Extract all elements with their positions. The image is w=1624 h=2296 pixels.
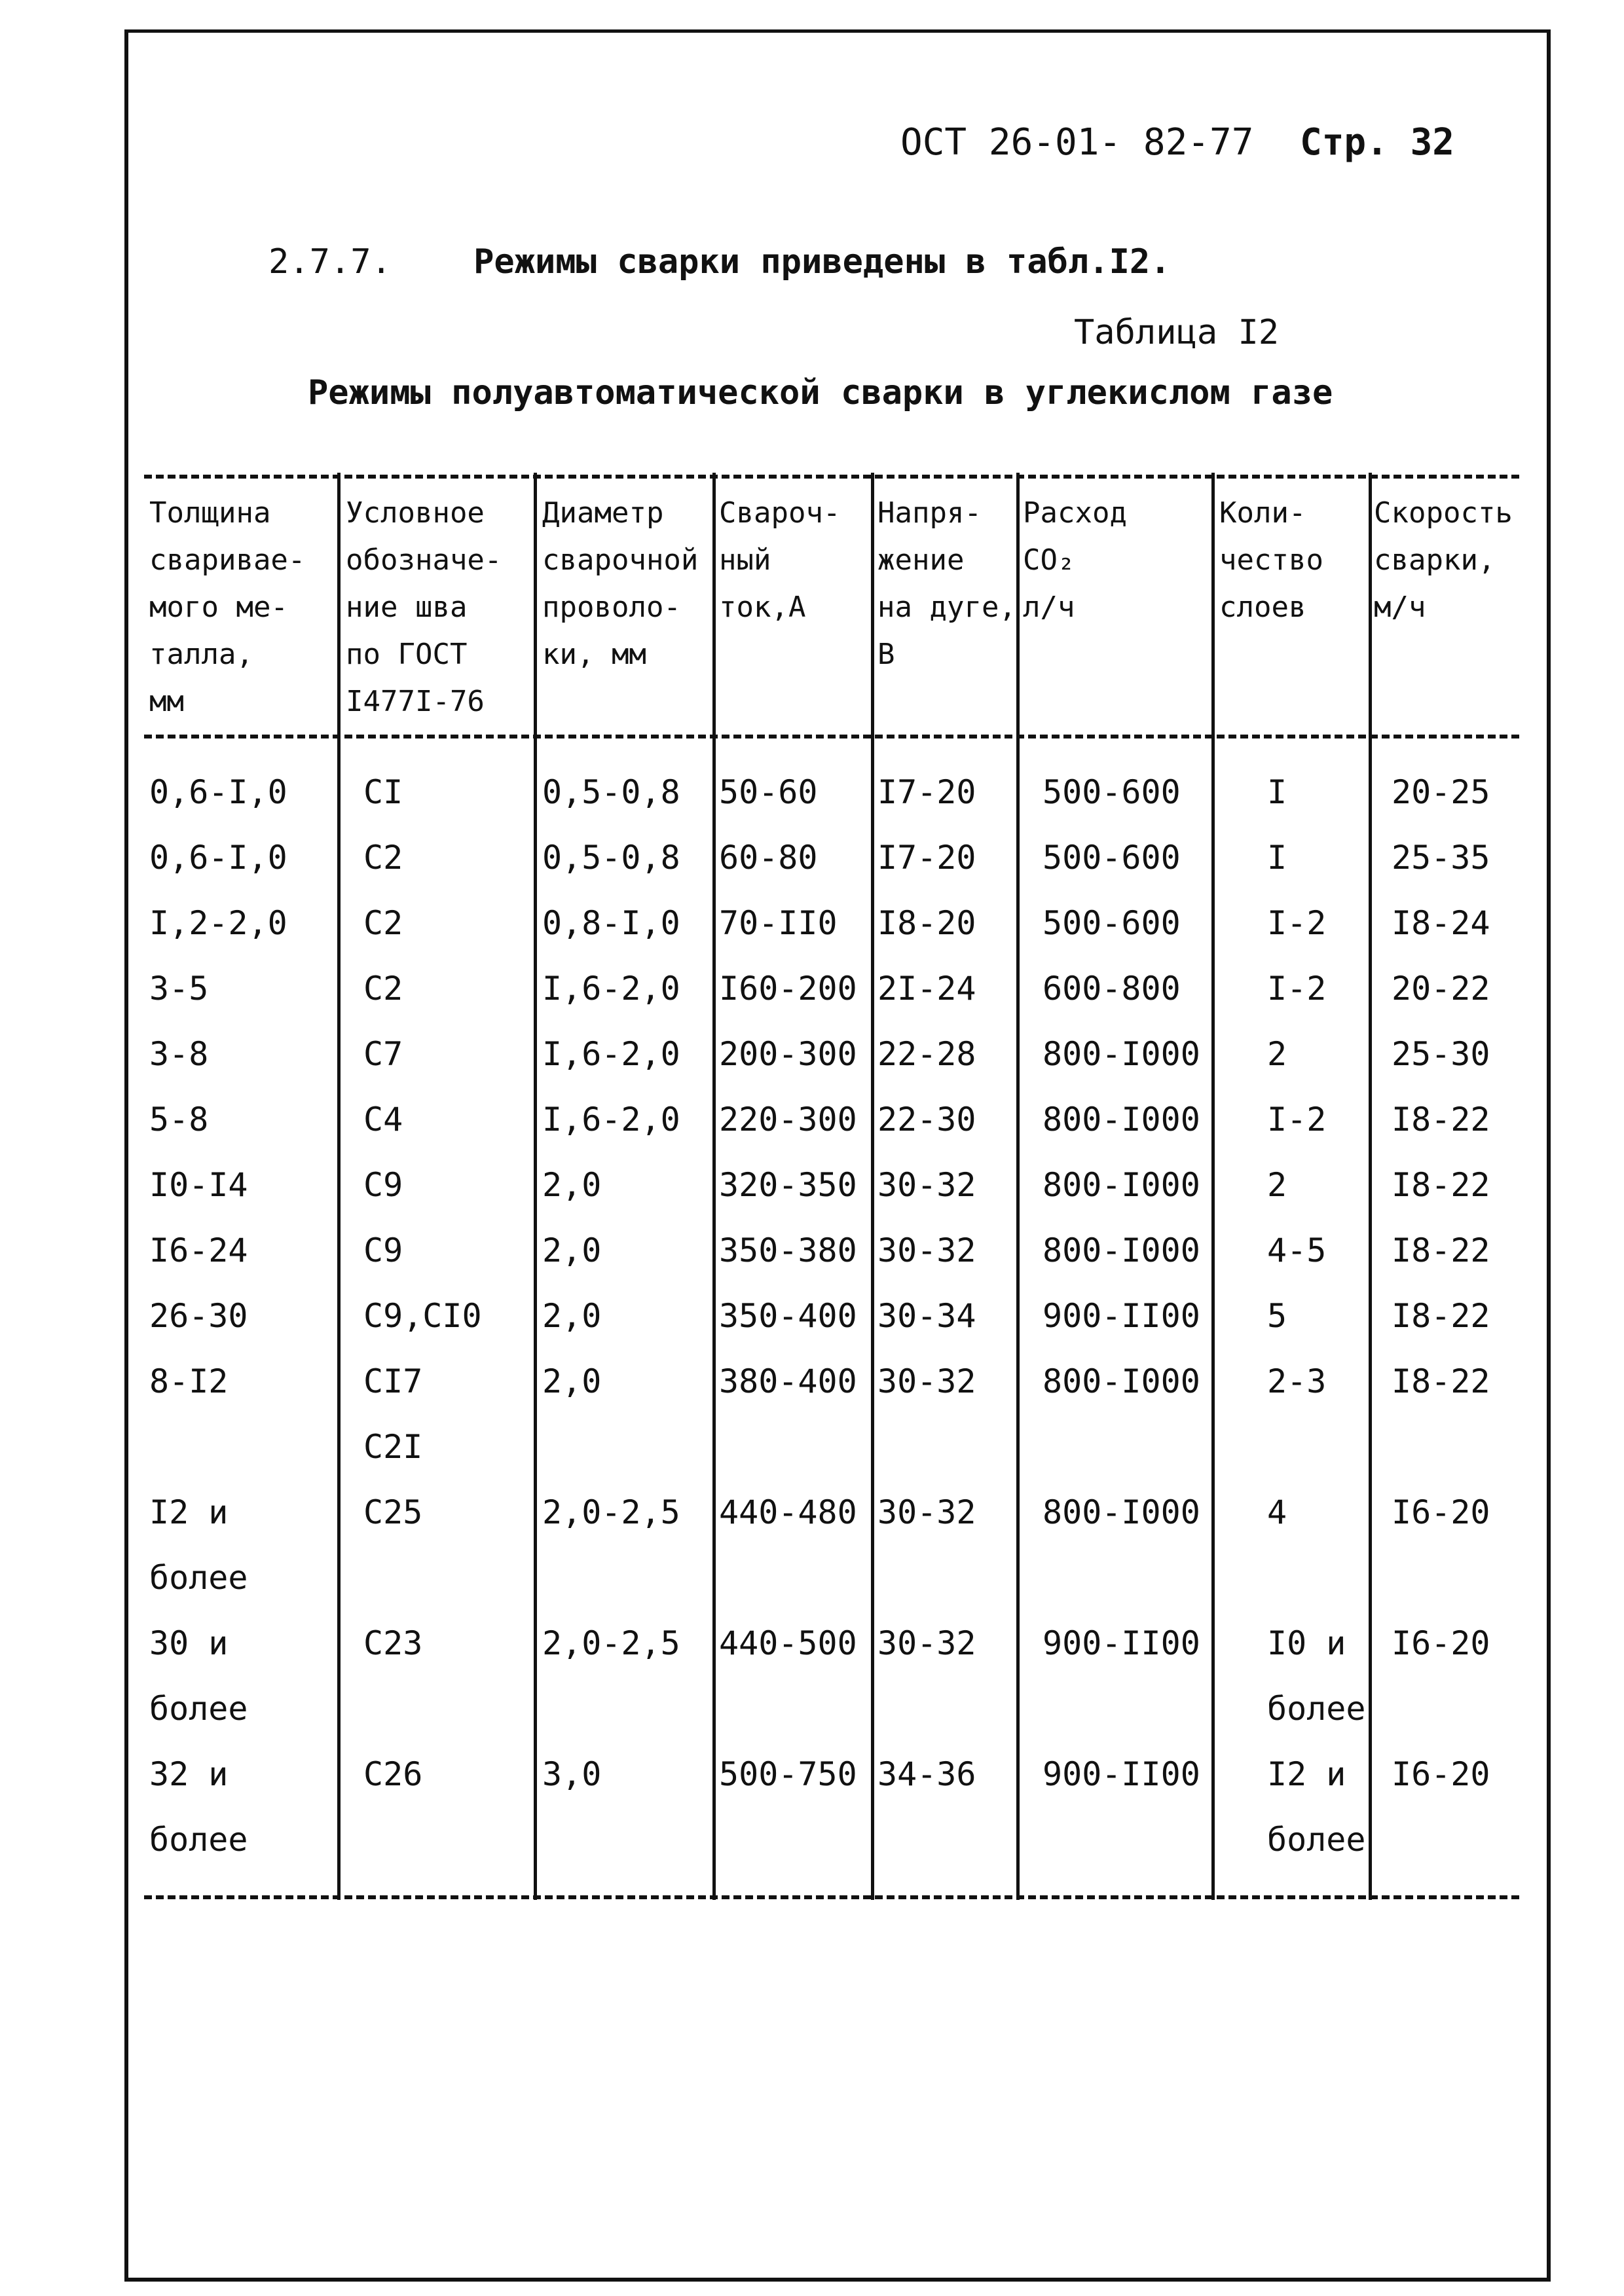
cell-joint-code: C23 [363, 1624, 423, 1662]
cell-co2-flow: 800-I000 [1043, 1166, 1200, 1204]
cell-co2-flow: 500-600 [1043, 904, 1181, 942]
cell-co2-flow: 800-I000 [1043, 1493, 1200, 1531]
cell-layers: I [1267, 839, 1287, 877]
cell-layers: 4 [1267, 1493, 1287, 1531]
cell-current: 70-II0 [719, 904, 838, 942]
header-voltage: Напря- жение на дуге, В [877, 496, 1016, 671]
cell-co2-flow: 500-600 [1043, 773, 1181, 811]
cell-wire-diameter: I,6-2,0 [542, 1101, 680, 1139]
cell-speed: 20-22 [1392, 970, 1490, 1008]
table-bottom-rule [144, 1895, 1519, 1899]
header-layers: Коли- чество слоев [1219, 496, 1323, 624]
cell-speed: I6-20 [1392, 1755, 1490, 1793]
cell-layers: I [1267, 773, 1287, 811]
header-thickness: Толщина свариваe- мого ме- талла, мм [149, 496, 306, 718]
cell-thickness: 8-I2 [149, 1362, 229, 1400]
column-divider [712, 473, 716, 1900]
cell-speed: I6-20 [1392, 1624, 1490, 1662]
cell-current: 500-750 [719, 1755, 857, 1793]
table-top-rule [144, 475, 1519, 479]
cell-wire-diameter: 2,0 [542, 1362, 602, 1400]
cell-layers: I2 и более [1267, 1755, 1366, 1859]
cell-layers: 5 [1267, 1297, 1287, 1335]
cell-wire-diameter: 2,0 [542, 1297, 602, 1335]
section-text: Режимы сварки приведены в табл.I2. [473, 242, 1171, 282]
cell-current: 220-300 [719, 1101, 857, 1139]
cell-thickness: I2 и более [149, 1493, 248, 1597]
cell-current: 440-480 [719, 1493, 857, 1531]
cell-current: 50-60 [719, 773, 818, 811]
cell-current: 200-300 [719, 1035, 857, 1073]
cell-voltage: 30-32 [877, 1624, 976, 1662]
header-co2-flow: Расход CO₂ л/ч [1023, 496, 1127, 624]
section-paragraph [268, 242, 1171, 282]
cell-speed: I8-22 [1392, 1231, 1490, 1269]
header-current: Свароч- ный ток,А [719, 496, 841, 624]
cell-joint-code: C9 [363, 1231, 403, 1269]
cell-co2-flow: 900-II00 [1043, 1755, 1200, 1793]
cell-wire-diameter: 2,0 [542, 1231, 602, 1269]
cell-co2-flow: 800-I000 [1043, 1101, 1200, 1139]
cell-joint-code: C2 [363, 970, 403, 1008]
cell-co2-flow: 500-600 [1043, 839, 1181, 877]
cell-joint-code: CI7 C2I [363, 1362, 423, 1466]
cell-voltage: 30-32 [877, 1362, 976, 1400]
column-divider [337, 473, 341, 1900]
column-divider [1211, 473, 1215, 1900]
cell-thickness: 3-5 [149, 970, 209, 1008]
cell-wire-diameter: 0,8-I,0 [542, 904, 680, 942]
column-divider [871, 473, 874, 1900]
cell-wire-diameter: 0,5-0,8 [542, 773, 680, 811]
cell-voltage: 22-30 [877, 1101, 976, 1139]
cell-thickness: 0,6-I,0 [149, 773, 287, 811]
cell-thickness: I,2-2,0 [149, 904, 287, 942]
cell-joint-code: C9 [363, 1166, 403, 1204]
cell-thickness: 5-8 [149, 1101, 209, 1139]
cell-thickness: 0,6-I,0 [149, 839, 287, 877]
cell-voltage: I7-20 [877, 839, 976, 877]
cell-current: 60-80 [719, 839, 818, 877]
column-divider [534, 473, 537, 1900]
cell-thickness: 32 и более [149, 1755, 248, 1859]
cell-current: I60-200 [719, 970, 857, 1008]
cell-current: 440-500 [719, 1624, 857, 1662]
table-caption: Таблица I2 [1074, 313, 1280, 352]
cell-speed: I8-22 [1392, 1297, 1490, 1335]
cell-speed: 25-30 [1392, 1035, 1490, 1073]
cell-joint-code: C7 [363, 1035, 403, 1073]
cell-voltage: I8-20 [877, 904, 976, 942]
cell-wire-diameter: 2,0-2,5 [542, 1493, 680, 1531]
document-code: ОСТ 26-01- 82-77 [900, 121, 1254, 164]
cell-thickness: 3-8 [149, 1035, 209, 1073]
cell-voltage: 30-34 [877, 1297, 976, 1335]
cell-joint-code: C4 [363, 1101, 403, 1139]
header-speed: Скорость сварки, м/ч [1374, 496, 1513, 624]
cell-joint-code: C2 [363, 904, 403, 942]
cell-speed: I8-22 [1392, 1101, 1490, 1139]
cell-voltage: 30-32 [877, 1231, 976, 1269]
cell-co2-flow: 800-I000 [1043, 1362, 1200, 1400]
cell-joint-code: C2 [363, 839, 403, 877]
header-joint-code: Условное обозначе- ние шва по ГОСТ I477I-76 [346, 496, 502, 718]
cell-thickness: 30 и более [149, 1624, 248, 1728]
table-title: Режимы полуавтоматической сварки в углекислом газе [308, 373, 1333, 412]
cell-wire-diameter: I,6-2,0 [542, 970, 680, 1008]
cell-current: 350-380 [719, 1231, 857, 1269]
cell-joint-code: C26 [363, 1755, 423, 1793]
cell-voltage: I7-20 [877, 773, 976, 811]
cell-voltage: 22-28 [877, 1035, 976, 1073]
cell-speed: I6-20 [1392, 1493, 1490, 1531]
cell-voltage: 30-32 [877, 1166, 976, 1204]
cell-wire-diameter: 3,0 [542, 1755, 602, 1793]
section-number: 2.7.7. [268, 242, 392, 282]
cell-layers: 4-5 [1267, 1231, 1327, 1269]
cell-speed: I8-22 [1392, 1362, 1490, 1400]
cell-voltage: 2I-24 [877, 970, 976, 1008]
cell-joint-code: C25 [363, 1493, 423, 1531]
cell-layers: 2-3 [1267, 1362, 1327, 1400]
cell-wire-diameter: I,6-2,0 [542, 1035, 680, 1073]
cell-co2-flow: 900-II00 [1043, 1297, 1200, 1335]
cell-voltage: 34-36 [877, 1755, 976, 1793]
cell-thickness: 26-30 [149, 1297, 248, 1335]
cell-current: 380-400 [719, 1362, 857, 1400]
cell-thickness: I0-I4 [149, 1166, 248, 1204]
page-number: Стр. 32 [1300, 121, 1455, 164]
cell-co2-flow: 900-II00 [1043, 1624, 1200, 1662]
cell-thickness: I6-24 [149, 1231, 248, 1269]
cell-wire-diameter: 0,5-0,8 [542, 839, 680, 877]
cell-layers: I0 и более [1267, 1624, 1366, 1728]
cell-layers: 2 [1267, 1035, 1287, 1073]
cell-wire-diameter: 2,0 [542, 1166, 602, 1204]
column-divider [1016, 473, 1020, 1900]
header-wire-diameter: Диаметр сварочной проволо- ки, мм [542, 496, 699, 671]
cell-co2-flow: 600-800 [1043, 970, 1181, 1008]
cell-current: 320-350 [719, 1166, 857, 1204]
cell-current: 350-400 [719, 1297, 857, 1335]
column-divider [1369, 473, 1372, 1900]
cell-layers: I-2 [1267, 1101, 1327, 1139]
cell-joint-code: C9,CI0 [363, 1297, 482, 1335]
cell-speed: 25-35 [1392, 839, 1490, 877]
cell-speed: 20-25 [1392, 773, 1490, 811]
cell-layers: I-2 [1267, 904, 1327, 942]
table-header-rule [144, 735, 1519, 738]
cell-speed: I8-22 [1392, 1166, 1490, 1204]
cell-wire-diameter: 2,0-2,5 [542, 1624, 680, 1662]
cell-co2-flow: 800-I000 [1043, 1231, 1200, 1269]
cell-layers: I-2 [1267, 970, 1327, 1008]
cell-speed: I8-24 [1392, 904, 1490, 942]
cell-co2-flow: 800-I000 [1043, 1035, 1200, 1073]
cell-voltage: 30-32 [877, 1493, 976, 1531]
cell-joint-code: CI [363, 773, 403, 811]
cell-layers: 2 [1267, 1166, 1287, 1204]
